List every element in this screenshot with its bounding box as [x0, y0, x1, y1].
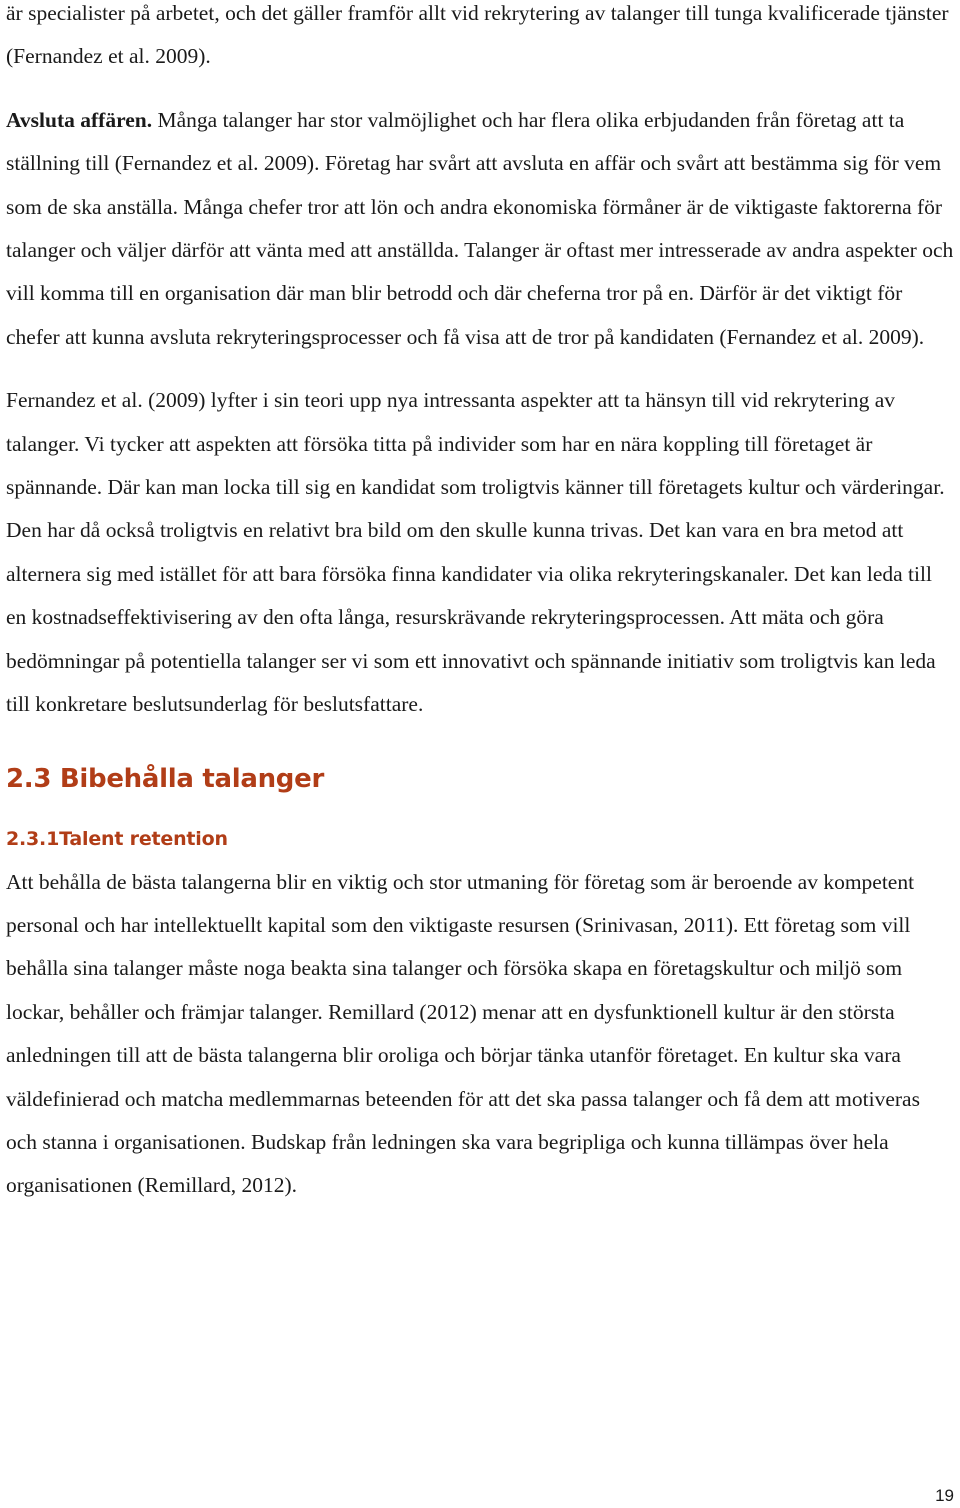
subsection-heading: 2.3.1Talent retention [6, 827, 228, 850]
paragraph-lead-bold: Avsluta affären. [6, 107, 153, 132]
paragraph-body: Många talanger har stor valmöjlighet och har flera olika erbjudanden från företag att ta ställning till (Fernandez et al. 2009). Företag har svårt att avsluta en affär och svårt att bestämma sig för vem som de ska anställa. Många chefer tror att lön och andra ekonomiska förmåner är de viktigaste faktorerna för talanger och väljer därför att vänta med att anställda. Talanger är oftast mer intresserade av andra aspekter och vill komma till en organisation där man blir betrodd och där cheferna tror på en. Därför är det viktigt för chefer att kunna avsluta rekryteringsprocesser och få visa att de tror på kandidaten (Fernandez et al. 2009). [6, 107, 954, 349]
paragraph-talent-retention: Att behålla de bästa talangerna blir en viktig och stor utmaning för företag som är beroende av kompetent personal och har intellektuellt kapital som den viktigaste resursen (Srinivasan, 2011). Ett företag som vill behålla sina talanger måste noga beakta sina talanger och försöka skapa en företagskultur och miljö som lockar, behåller och främjar talanger. Remillard (2012) menar att en dysfunktionell kultur är den största anledningen till att de bästa talangerna blir oroliga och börjar tänka utanför företaget. En kultur ska vara väldefinierad och matcha medlemmarnas beteenden för att det ska passa talanger och få dem att motiveras och stanna i organisationen. Budskap från ledningen ska vara begripliga och kunna tillämpas över hela organisationen (Remillard, 2012). [6, 869, 920, 1198]
section-heading: 2.3 Bibehålla talanger [6, 763, 324, 794]
document-page [6, 0, 956, 1208]
paragraph-fernandez: Fernandez et al. (2009) lyfter i sin teori upp nya intressanta aspekter att ta hänsyn till vid rekrytering av talanger. Vi tycker att aspekten att försöka titta på individer som har en nära koppling till företaget är spännande. Där kan man locka till sig en kandidat som troligtvis känner till företagets kultur och värderingar. Den har då också troligtvis en relativt bra bild om den skulle kunna trivas. Det kan vara en bra metod att alternera sig med istället för att bara försöka finna kandidater via olika rekryteringskanaler. Det kan leda till en kostnadseffektivisering av den ofta långa, resurskrävande rekryteringsprocessen. Att mäta och göra bedömningar på potentiella talanger ser vi som ett innovativt och spännande initiativ som troligtvis kan leda till konkretare beslutsunderlag för beslutsfattare. [6, 388, 945, 717]
paragraph-avsluta-affaren [6, 99, 956, 359]
paragraph-continuation: är specialister på arbetet, och det gäller framför allt vid rekrytering av talanger till tunga kvalificerade tjänster (Fernandez et al. 2009). [6, 1, 949, 69]
page-number: 19 [935, 1486, 954, 1505]
